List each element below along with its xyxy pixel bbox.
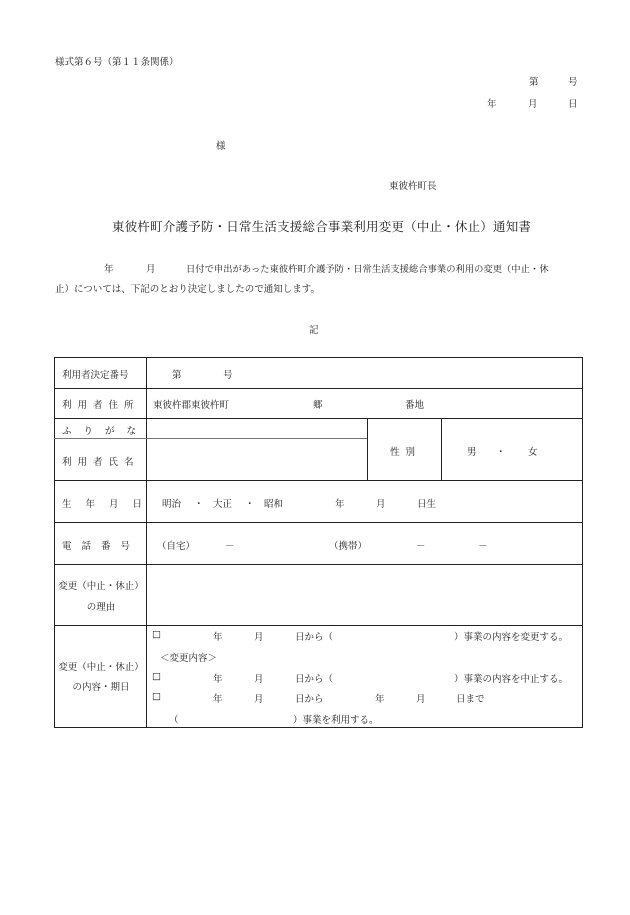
date-month: 月 <box>528 99 538 110</box>
phone-home-label: （自宅） <box>157 541 196 552</box>
form-number: 様式第６号（第１１条関係） <box>55 57 179 68</box>
era-showa[interactable]: 昭和 <box>264 499 284 510</box>
birth-date-label: 生年月日 <box>62 499 157 510</box>
gender-female[interactable]: 女 <box>528 447 538 458</box>
doc-number-prefix: 第 <box>529 77 539 88</box>
change-from: 日から（ <box>295 632 334 643</box>
phone-home-dash: － <box>225 541 235 552</box>
addressee-suffix: 様 <box>216 141 226 152</box>
name-field[interactable] <box>150 441 364 478</box>
era-separator-1: ・ <box>194 499 204 510</box>
birth-day: 日生 <box>417 499 437 510</box>
gender-label: 性別 <box>390 447 422 458</box>
date-year: 年 <box>487 99 497 110</box>
change-checkbox[interactable]: □ <box>152 629 161 640</box>
issuer-name: 東彼杵町長 <box>389 181 437 192</box>
address-go: 郷 <box>313 400 323 411</box>
use-tail: ）事業を利用する。 <box>293 715 379 726</box>
era-taisho[interactable]: 大正 <box>213 499 233 510</box>
era-meiji[interactable]: 明治 <box>162 499 182 510</box>
address-town: 東彼杵郡東彼杵町 <box>153 400 230 411</box>
gender-male[interactable]: 男 <box>467 447 477 458</box>
reason-field[interactable] <box>150 568 578 622</box>
suspend-from-year: 年 <box>213 694 223 705</box>
name-label: 利用者氏名 <box>62 457 140 468</box>
body-line-1: 日付で申出があった東彼杵町介護予防・日常生活支援総合事業の利用の変更（中止・休 <box>186 264 549 275</box>
stop-tail: ）事業の内容を中止する。 <box>454 674 569 685</box>
body-month: 月 <box>146 264 156 275</box>
suspend-until-year: 年 <box>375 694 385 705</box>
phone-mobile-dash-2: － <box>478 541 488 552</box>
birth-month: 月 <box>376 499 386 510</box>
ki-marker: 記 <box>309 325 319 336</box>
stop-year: 年 <box>213 674 223 685</box>
document-title: 東彼杵町介護予防・日常生活支援総合事業利用変更（中止・休止）通知書 <box>112 219 532 234</box>
decision-number-label: 利用者決定番号 <box>62 370 129 381</box>
gender-separator: ・ <box>496 447 506 458</box>
suspend-until-month: 月 <box>416 694 426 705</box>
content-label-line-1: 変更（中止・休止） <box>58 662 144 673</box>
use-open-paren: （ <box>169 715 179 726</box>
reason-label-line-1: 変更（中止・休止） <box>58 581 144 592</box>
phone-mobile-label: （携帯） <box>329 541 368 552</box>
change-year: 年 <box>213 632 223 643</box>
stop-month: 月 <box>254 674 264 685</box>
stop-checkbox[interactable]: □ <box>152 671 161 682</box>
doc-number-suffix: 号 <box>568 77 578 88</box>
furigana-field[interactable] <box>150 420 364 437</box>
change-detail-label: ＜変更内容＞ <box>160 653 218 664</box>
reason-label-line-2: の理由 <box>86 602 116 613</box>
suspend-checkbox[interactable]: □ <box>152 691 161 702</box>
body-line-2: 止）については、下記のとおり決定しましたので通知します。 <box>55 284 321 295</box>
date-day: 日 <box>568 99 578 110</box>
suspend-from-month: 月 <box>254 694 264 705</box>
stop-from: 日から（ <box>295 674 334 685</box>
content-label-line-2: の内容・期日 <box>72 682 130 693</box>
decision-number-suffix: 号 <box>223 370 233 381</box>
address-banchi: 番地 <box>405 400 425 411</box>
suspend-until: 日まで <box>456 694 485 705</box>
furigana-label: ふりがな <box>62 426 149 437</box>
birth-year: 年 <box>335 499 345 510</box>
body-year: 年 <box>104 264 114 275</box>
change-month: 月 <box>254 632 264 643</box>
suspend-from: 日から <box>295 694 324 705</box>
era-separator-2: ・ <box>245 499 255 510</box>
decision-number-prefix: 第 <box>172 370 182 381</box>
phone-label: 電話番号 <box>62 541 141 552</box>
phone-mobile-dash-1: － <box>416 541 426 552</box>
change-tail: ）事業の内容を変更する。 <box>454 632 569 643</box>
address-label: 利用者住所 <box>62 400 140 411</box>
